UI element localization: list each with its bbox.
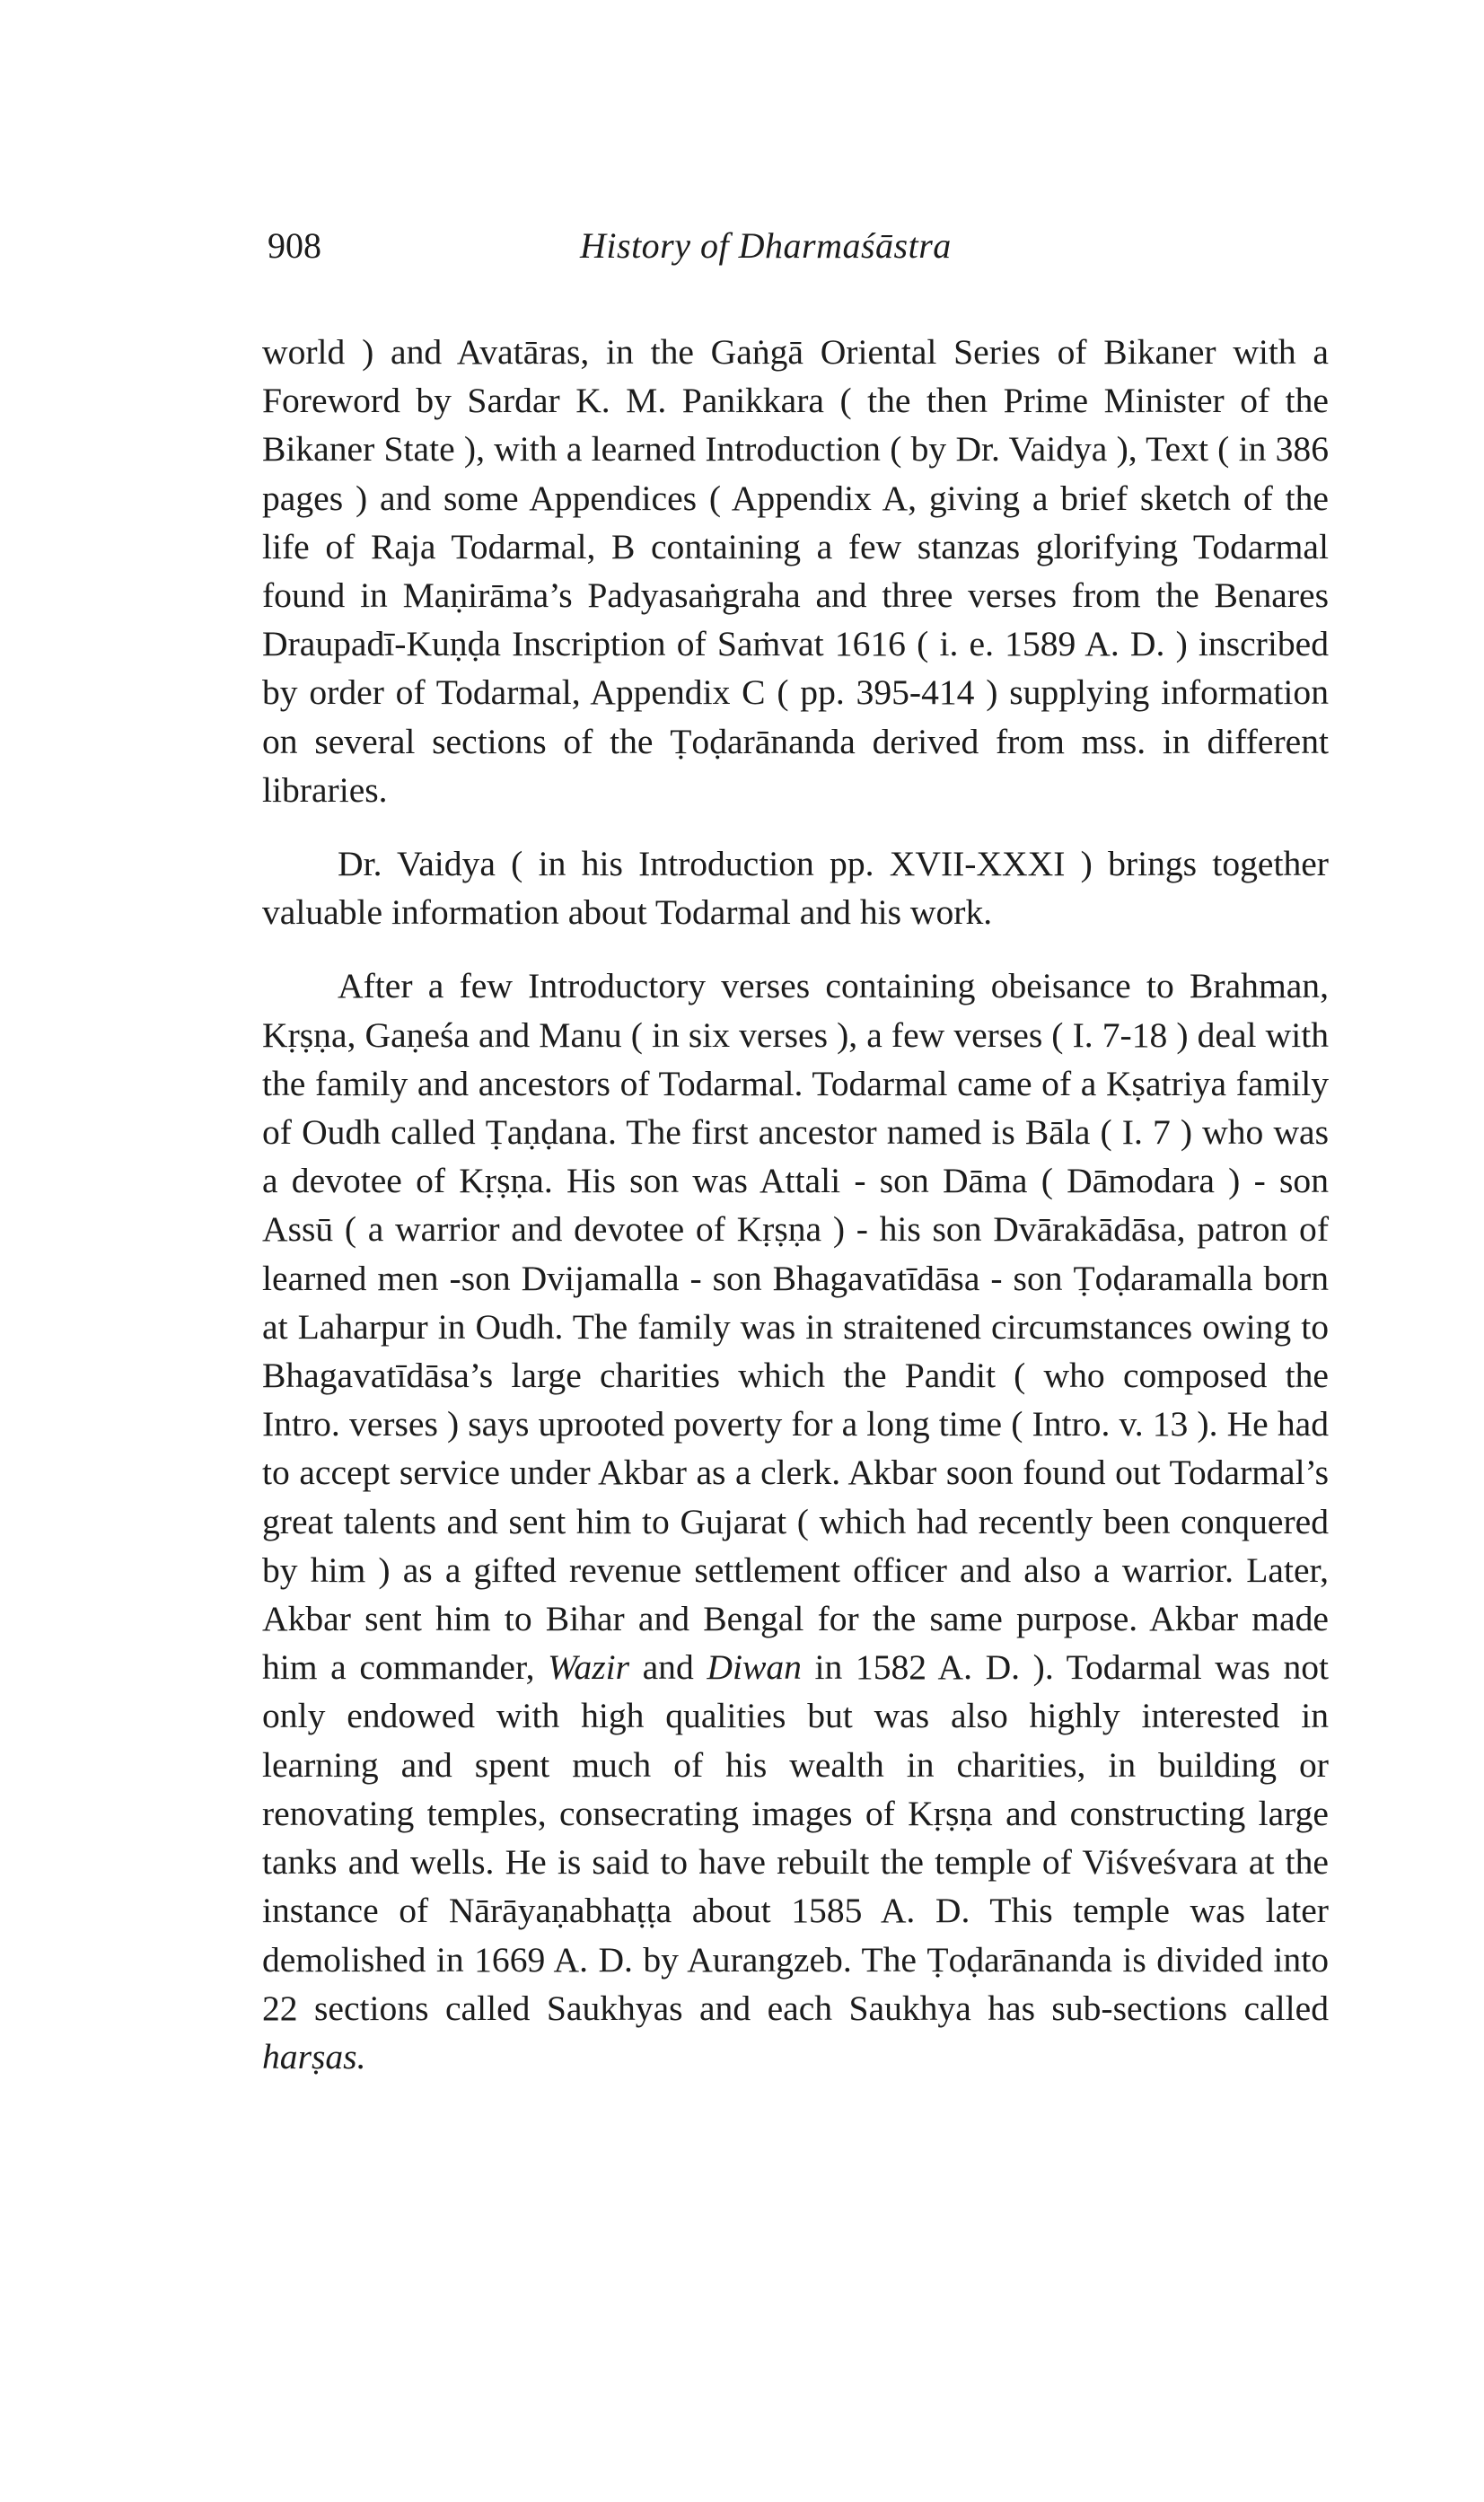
paragraph-3 (262, 961, 1329, 2081)
paragraph-2 (262, 839, 1329, 936)
paragraph-3-text-b: and (629, 1647, 707, 1688)
page-number: 908 (268, 225, 321, 266)
term-wazir: Wazir (548, 1647, 630, 1688)
paragraph-2-text: Dr. Vaidya ( in his Introduction pp. XVII-XXXI ) brings together valuable information about Todarmal and his work. (262, 844, 1329, 933)
book-title: History of Dharmaśāstra (580, 225, 952, 266)
running-head (268, 224, 1327, 278)
paragraph-3-text-c: in 1582 A. D. ). Todarmal was not only endowed with high qualities but was also highly interested in learning and spent much of his wealth in charities, in building or renovating temples, consecrating images of Kṛṣṇa and constructing large tanks and wells. He is said to have rebuilt the temple of Viśveśvara at the instance of Nārāyaṇabhaṭṭa about 1585 A. D. This temple was later demolished in 1669 A. D. by Aurangzeb. The Ṭoḍarānanda is divided into 22 sections called Saukhyas and each Saukhya has sub-sections called (262, 1647, 1330, 2028)
paragraph-3-text-a: After a few Introductory verses containing obeisance to Brahman, Kṛṣṇa, Gaṇeśa and Manu ( in six verses ), a few verses ( I. 7-18 ) deal with the family and ancestors of Todarmal. Todarmal came of a Kṣatriya family of Oudh called Ṭaṇḍana. The first ancestor named is Bāla ( I. 7 ) who was a devotee of Kṛṣṇa. His son was Attali - son Dāma ( Dāmodara ) - son Assū ( a warrior and devotee of Kṛṣṇa ) - his son Dvārakādāsa, patron of learned men -son Dvijamalla - son Bhagavatīdāsa - son Ṭoḍaramalla born at Laharpur in Oudh. The family was in straitened circumstances owing to Bhagavatīdāsa’s large charities which the Pandit ( who composed the Intro. verses ) says uprooted poverty for a long time ( Intro. v. 13 ). He had to accept service under Akbar as a clerk. Akbar soon found out Todarmal’s great talents and sent him to Gujarat ( which had recently been conquered by him ) as a gifted revenue settlement officer and also a warrior. Later, Akbar sent him to Bihar and Bengal for the same purpose. Akbar made him a commander, (262, 966, 1329, 1688)
term-harsas: harṣas. (262, 2036, 366, 2076)
paragraph-1-text: world ) and Avatāras, in the Gaṅgā Oriental Series of Bikaner with a Foreword by Sardar K. M. Panikkara ( the then Prime Minister of the Bikaner State ), with a learned Introduction ( by Dr. Vaidya ), Text ( in 386 pages ) and some Appendices ( Appendix A, giving a brief sketch of the life of Raja Todarmal, B containing a few stanzas glorifying Todarmal found in Maṇirāma’s Padyasaṅgraha and three verses from the Benares Draupadī-Kuṇḍa Inscription of Saṁvat 1616 ( i. e. 1589 A. D. ) inscribed by order of Todarmal, Appendix C ( pp. 395-414 ) supplying information on several sections of the Ṭoḍarānanda derived from mss. in different libraries. (262, 332, 1329, 810)
body-text (262, 328, 1329, 2081)
term-diwan: Diwan (707, 1647, 802, 1688)
paragraph-1 (262, 328, 1329, 814)
